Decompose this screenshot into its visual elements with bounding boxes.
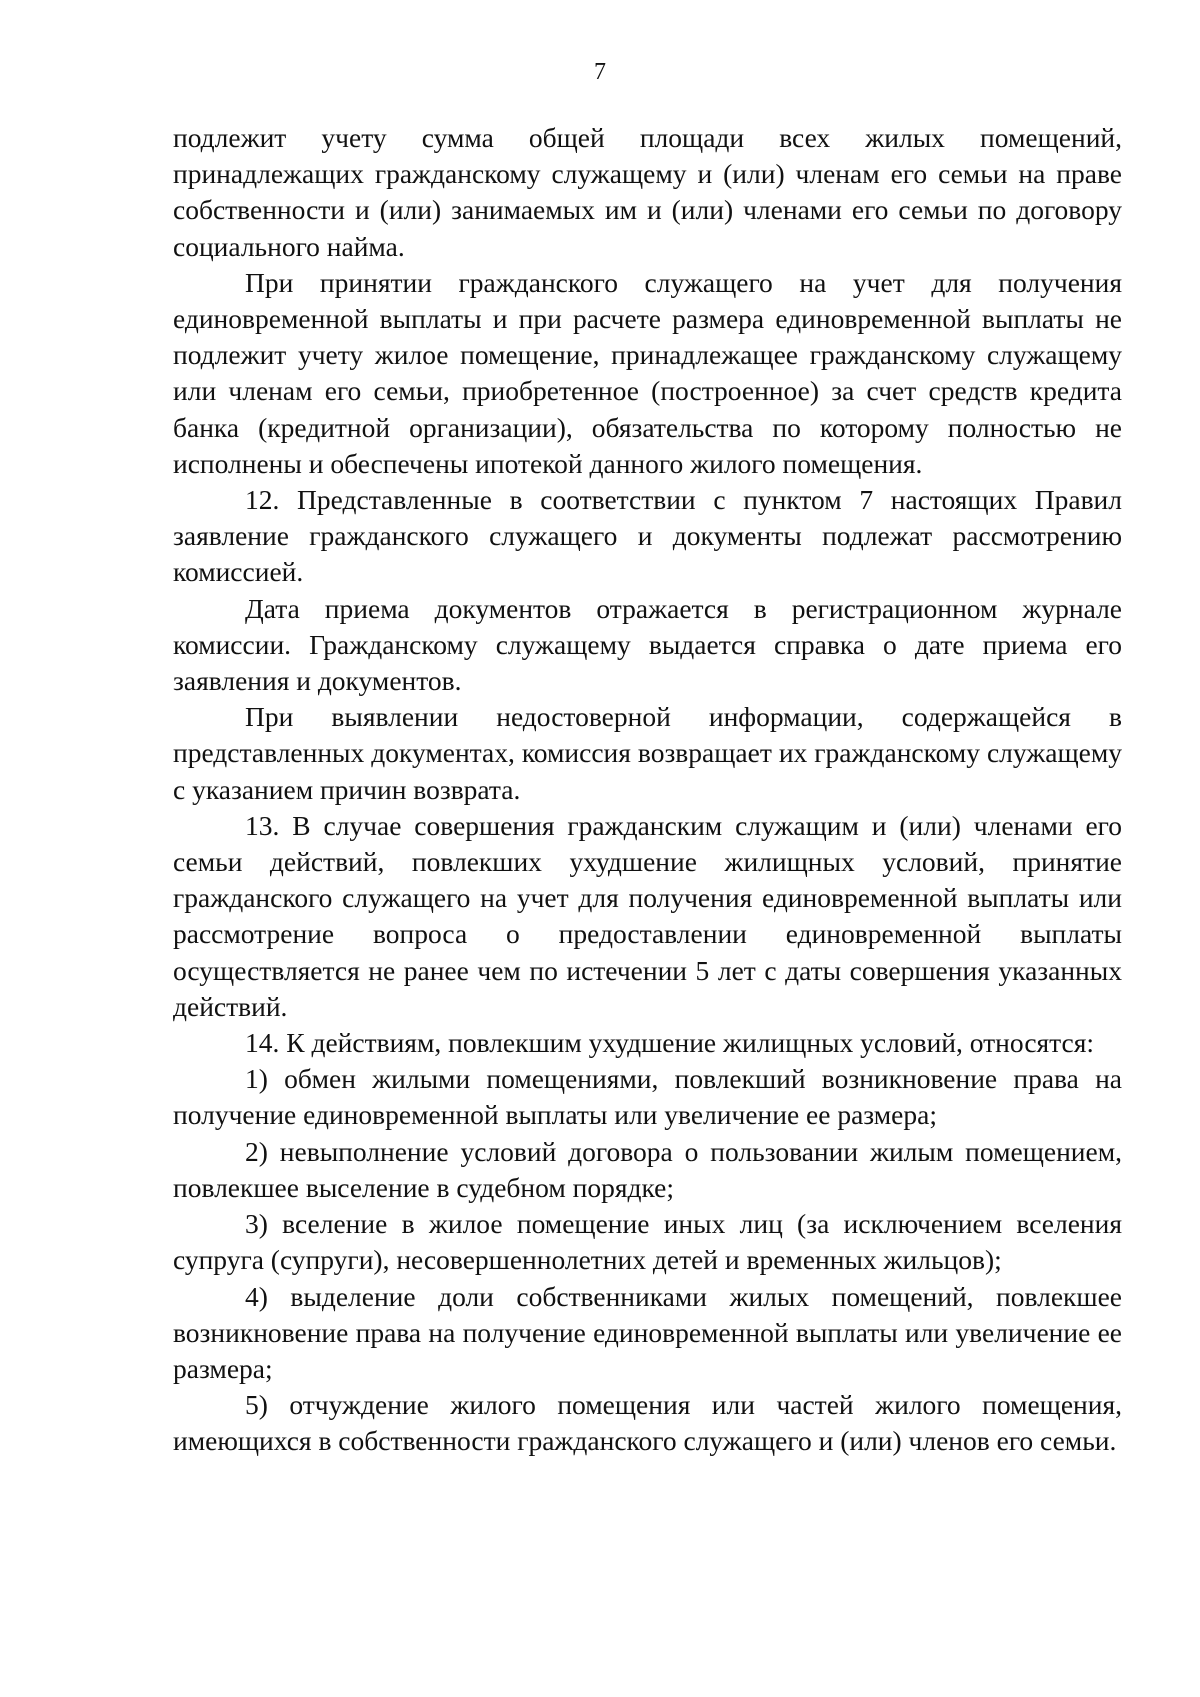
paragraph-mortgage-exception: При принятии гражданского служащего на учет для получения единовременной выплаты и при расчете размера единовременной выплаты не подлежит учету жилое помещение, принадлежащее гражданскому служащему или членам его семьи, приобретенное (построенное) за счет средств кредита банка (кредитной организации), обязательства по которому полностью не исполнены и обеспечены ипотекой данного жилого помещения. xyxy=(173,266,1122,479)
list-item-5: 5) отчуждение жилого помещения или частей жилого помещения, имеющихся в собственности гражданского служащего и (или) членов его семьи. xyxy=(173,1389,1122,1457)
paragraph-item-14: 14. К действиям, повлекшим ухудшение жилищных условий, относятся: xyxy=(245,1027,1095,1059)
list-item-3: 3) вселение в жилое помещение иных лиц (за исключением вселения супруга (супруги), несовершеннолетних детей и временных жильцов); xyxy=(173,1208,1122,1276)
page-number: 7 xyxy=(594,59,606,85)
page-body xyxy=(173,120,1122,1460)
list-item-2: 2) невыполнение условий договора о пользовании жилым помещением, повлекшее выселение в судебном порядке; xyxy=(173,1135,1122,1203)
paragraph-item-12: 12. Представленные в соответствии с пунктом 7 настоящих Правил заявление гражданского служащего и документы подлежат рассмотрению комиссией. xyxy=(173,484,1122,588)
paragraph-item-13: 13. В случае совершения гражданским служащим и (или) членами его семьи действий, повлекших ухудшение жилищных условий, принятие гражданского служащего на учет для получения единовременной выплаты или рассмотрение вопроса о предоставлении единовременной выплаты осуществляется не ранее чем по истечении 5 лет с даты совершения указанных действий. xyxy=(173,809,1122,1022)
paragraph-invalid-info: При выявлении недостоверной информации, содержащейся в представленных документах, комиссия возвращает их гражданскому служащему с указанием причин возврата. xyxy=(173,701,1122,805)
paragraph-continuation: подлежит учету сумма общей площади всех жилых помещений, принадлежащих гражданскому служащему и (или) членам его семьи на праве собственности и (или) занимаемых им и (или) членами его семьи по договору социального найма. xyxy=(173,122,1122,262)
list-item-4: 4) выделение доли собственниками жилых помещений, повлекшее возникновение права на получение единовременной выплаты или увеличение ее размера; xyxy=(173,1280,1122,1384)
paragraph-date-of-receipt: Дата приема документов отражается в регистрационном журнале комиссии. Гражданскому служащему выдается справка о дате приема его заявления и документов. xyxy=(173,592,1122,697)
list-item-1: 1) обмен жилыми помещениями, повлекший возникновение права на получение единовременной выплаты или увеличение ее размера; xyxy=(173,1063,1122,1131)
